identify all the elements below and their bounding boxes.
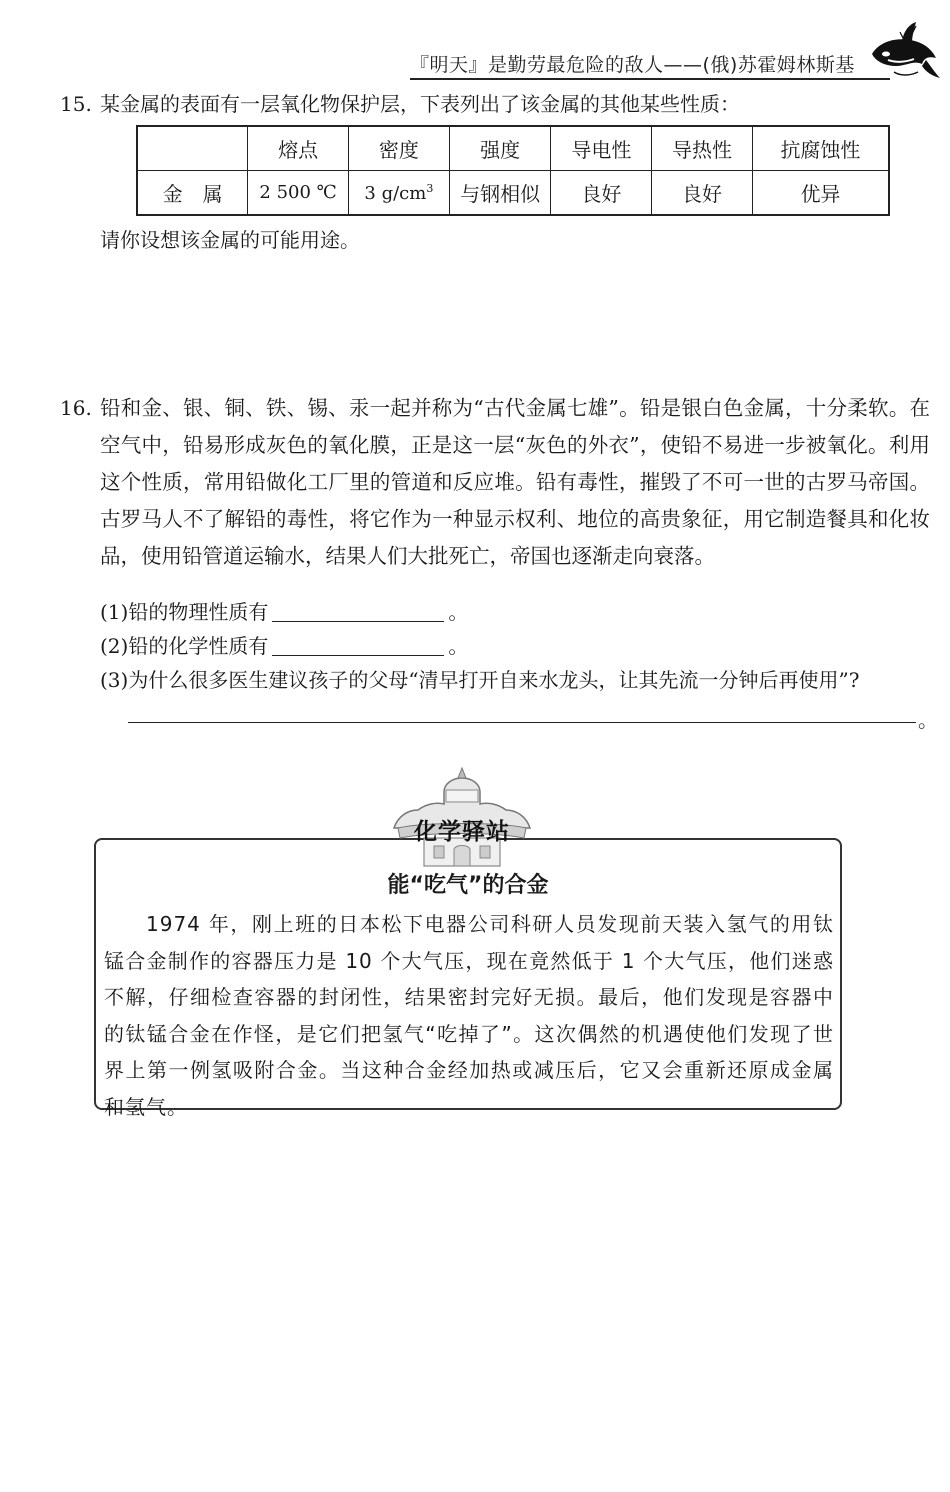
conductivity-value: 良好	[551, 171, 652, 216]
header-cell-thermal: 导热性	[652, 126, 753, 171]
answer-blank-2[interactable]	[272, 635, 444, 656]
header-cell-corrosion: 抗腐蚀性	[752, 126, 889, 171]
table-row	[137, 171, 889, 216]
box-body-text: 1974 年，刚上班的日本松下电器公司科研人员发现前天装入氢气的用钛锰合金制作的容器压力是 10 个大气压，现在竟然低于 1 个大气压，他们迷惑不解，仔细检查容器的封闭性，结果密封完好无损。最后，他们发现是容器中的钛锰合金在作怪，是它们把氢气“吃掉了”。这次偶然的机遇使他们发现了世界上第一例氢吸附合金。当这种合金经加热或减压后，它又会重新还原成金属和氢气。	[104, 912, 834, 1119]
answer-blank-1[interactable]	[272, 601, 444, 622]
strength-value: 与钢相似	[449, 171, 551, 216]
header-cell-melting-point: 熔点	[248, 126, 349, 171]
answer-blank-3[interactable]	[128, 722, 916, 723]
q16-sub3-end: 。	[918, 708, 938, 732]
table-header-row	[137, 126, 889, 171]
box-body	[104, 906, 834, 1125]
header-cell-empty	[137, 126, 248, 171]
row-label: 金 属	[137, 171, 248, 216]
q15-number: 15.	[60, 92, 92, 116]
badge-title: 化学驿站	[414, 819, 510, 845]
q16-number: 16.	[60, 396, 92, 420]
q16-paragraph: 铅和金、银、铜、铁、锡、汞一起并称为“古代金属七雄”。铅是银白色金属，十分柔软。在空气中，铅易形成灰色的氧化膜，正是这一层“灰色的外衣”，使铅不易进一步被氧化。利用这个性质，常用铅做化工厂里的管道和反应堆。铅有毒性，摧毁了不可一世的古罗马帝国。古罗马人不了解铅的毒性，将它作为一种显示权利、地位的高贵象征，用它制造餐具和化妆品，使用铅管道运输水，结果人们大批死亡，帝国也逐渐走向衰落。	[100, 396, 930, 568]
density-main: 3 g/cm	[364, 182, 427, 204]
q15-prompt: 请你设想该金属的可能用途。	[100, 228, 360, 252]
properties-table	[136, 125, 890, 216]
q16-sub1: (1)铅的物理性质有	[100, 600, 269, 624]
q16-sub2-line	[100, 628, 468, 664]
header-cell-strength: 强度	[449, 126, 551, 171]
density-superscript: 3	[426, 181, 434, 195]
q16-sub1-line	[100, 594, 468, 630]
header-quote: 『明天』是勤劳最危险的敌人——(俄)苏霍姆林斯基	[410, 54, 855, 76]
box-title: 能“吃气”的合金	[387, 873, 549, 898]
q15-stem-line	[0, 86, 950, 122]
density-value	[348, 171, 449, 216]
q16-sub1-end: 。	[448, 600, 469, 624]
q15-stem: 某金属的表面有一层氧化物保护层，下表列出了该金属的其他某些性质：	[100, 92, 740, 116]
thermal-value: 良好	[652, 171, 753, 216]
corrosion-value: 优异	[752, 171, 889, 216]
header-cell-density: 密度	[348, 126, 449, 171]
q16-sub2: (2)铅的化学性质有	[100, 634, 269, 658]
header-rule	[410, 78, 890, 80]
whale-icon	[866, 14, 942, 84]
q16-sub2-end: 。	[448, 634, 469, 658]
melting-point-value: 2 500 ℃	[248, 171, 349, 216]
q16-sub3: (3)为什么很多医生建议孩子的父母“清早打开自来水龙头，让其先流一分钟后再使用”?	[100, 668, 860, 692]
header-cell-conductivity: 导电性	[551, 126, 652, 171]
